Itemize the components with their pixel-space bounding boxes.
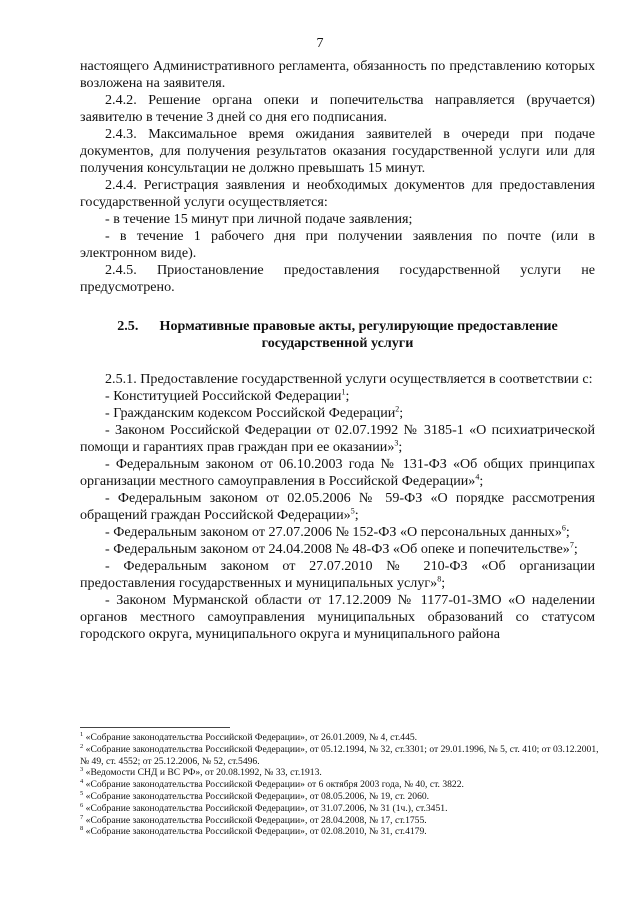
footnote-number: 1: [80, 730, 84, 738]
list-item-punct: ;: [441, 575, 446, 591]
footnote: [80, 767, 600, 779]
list-item: [80, 456, 595, 490]
list-item: - в течение 15 минут при личной подаче заявления;: [105, 211, 413, 227]
footnote-number: 3: [80, 766, 84, 774]
footnote-ref[interactable]: 7: [569, 540, 574, 550]
footnote-text: «Собрание законодательства Российской Федерации» от 6 октября 2003 года, № 40, ст. 3822.: [85, 779, 464, 791]
footnote: [80, 732, 600, 744]
footnote: [80, 779, 600, 791]
footnote: [80, 744, 600, 768]
footnote-text: «Собрание законодательства Российской Федерации», от 05.12.1994, № 32, ст.3301; от 29.01.1996, № 5, ст. 410; от 03.12.2001, № 49, ст. 4552; от 25.12.2006, № 52, ст.5496.: [80, 743, 599, 767]
footnote-number: 7: [80, 813, 84, 821]
list-item: [80, 524, 595, 541]
footnote-separator: [80, 727, 230, 728]
footnote-text: «Собрание законодательства Российской Федерации», от 08.05.2006, № 19, ст. 2060.: [85, 790, 430, 802]
list-item-text: - Конституцией Российской Федерации: [105, 388, 342, 404]
footnote-number: 8: [80, 825, 84, 833]
footnote-ref[interactable]: 4: [475, 472, 480, 482]
list-item: [80, 490, 595, 524]
footnote-ref[interactable]: 8: [437, 574, 442, 584]
list-item: - в течение 1 рабочего дня при получении заявления по почте (или в электронном виде).: [80, 228, 595, 261]
list-item: [80, 422, 595, 456]
footnote-text: «Собрание законодательства Российской Федерации», от 31.07.2006, № 31 (1ч.), ст.3451.: [85, 802, 448, 814]
footnote-text: «Собрание законодательства Российской Федерации», от 28.04.2008, № 17, ст.1755.: [85, 814, 427, 826]
footnotes: [80, 732, 600, 838]
footnote-text: «Ведомости СНД и ВС РФ», от 20.08.1992, № 33, ст.1913.: [85, 767, 322, 779]
list-item: [80, 405, 595, 422]
footnote-ref[interactable]: 1: [341, 387, 346, 397]
footnote-number: 6: [80, 801, 84, 809]
list-item-punct: ;: [479, 473, 484, 489]
list-item-text: - Федеральным законом от 02.05.2006 № 59-ФЗ «О порядке рассмотрения обращений граждан Российской Федерации»: [80, 490, 595, 523]
page-number: 7: [316, 36, 324, 51]
footnote-number: 4: [80, 778, 84, 785]
list-item-punct: ;: [399, 405, 404, 421]
footnote: [80, 826, 600, 838]
footnote-ref[interactable]: 5: [350, 506, 355, 516]
footnote-number: 5: [80, 789, 84, 797]
footnote-ref[interactable]: 6: [561, 523, 566, 533]
list-item: [80, 592, 595, 643]
footnote: [80, 803, 600, 815]
paragraph: 2.4.5. Приостановление предоставления государственной услуги не предусмотрено.: [80, 262, 595, 295]
list-item-text: - Законом Мурманской области от 17.12.2009 № 1177-01-ЗМО «О наделении органов местного самоуправления муниципальных образований со статусом городского округа, муниципального округа и муниципального района: [80, 592, 595, 642]
paragraph: 2.4.2. Решение органа опеки и попечительства направляется (вручается) заявителю в течение 3 дней со дня его подписания.: [80, 92, 595, 125]
list-item-punct: ;: [354, 507, 359, 523]
list-item: [80, 558, 595, 592]
paragraph: настоящего Административного регламента, обязанность по представлению которых возложена на заявителя.: [80, 58, 595, 91]
paragraph: 2.4.3. Максимальное время ожидания заявителей в очереди при подаче документов, для получения результатов оказания государственной услуги или для получения консультации не должно превышать 15 минут.: [80, 126, 595, 176]
list-item: [80, 388, 595, 405]
paragraph: 2.5.1. Предоставление государственной услуги осуществляется в соответствии с:: [105, 371, 593, 387]
footnote-ref[interactable]: 3: [394, 438, 399, 448]
list-item-punct: ;: [565, 524, 570, 540]
footnote-number: 2: [80, 742, 84, 750]
list-item-text: - Федеральным законом от 27.07.2010 № 210-ФЗ «Об организации предоставления государственных и муниципальных услуг»: [80, 558, 595, 591]
footnote-text: «Собрание законодательства Российской Федерации», от 26.01.2009, № 4, ст.445.: [85, 732, 418, 743]
list-item-text: - Федеральным законом от 06.10.2003 года № 131-ФЗ «Об общих принципах организации местного самоуправления в Российской Федерации»: [80, 456, 595, 489]
footnote: [80, 815, 600, 827]
list-item: [80, 541, 595, 558]
footnote-text: «Собрание законодательства Российской Федерации», от 02.08.2010, № 31, ст.4179.: [85, 826, 427, 838]
list-item-text: - Федеральным законом от 27.07.2006 № 152-ФЗ «О персональных данных»: [105, 524, 562, 540]
list-item-punct: ;: [398, 439, 403, 455]
document-body: [80, 58, 595, 643]
list-item-punct: ;: [345, 388, 350, 404]
list-item-text: - Законом Российской Федерации от 02.07.1992 № 3185-1 «О психиатрической помощи и гарантиях прав граждан при ее оказании»: [80, 422, 595, 455]
paragraph: 2.4.4. Регистрация заявления и необходимых документов для предоставления государственной услуги осуществляется:: [80, 177, 595, 210]
footnote-ref[interactable]: 2: [395, 404, 400, 414]
footnote: [80, 791, 600, 803]
list-item-text: - Гражданским кодексом Российской Федерации: [105, 405, 396, 421]
list-item-text: - Федеральным законом от 24.04.2008 № 48-ФЗ «Об опеке и попечительстве»: [105, 541, 570, 557]
section-heading: 2.5. Нормативные правовые акты, регулирующие предоставление государственной услуги: [117, 318, 558, 351]
list-item-punct: ;: [573, 541, 578, 557]
